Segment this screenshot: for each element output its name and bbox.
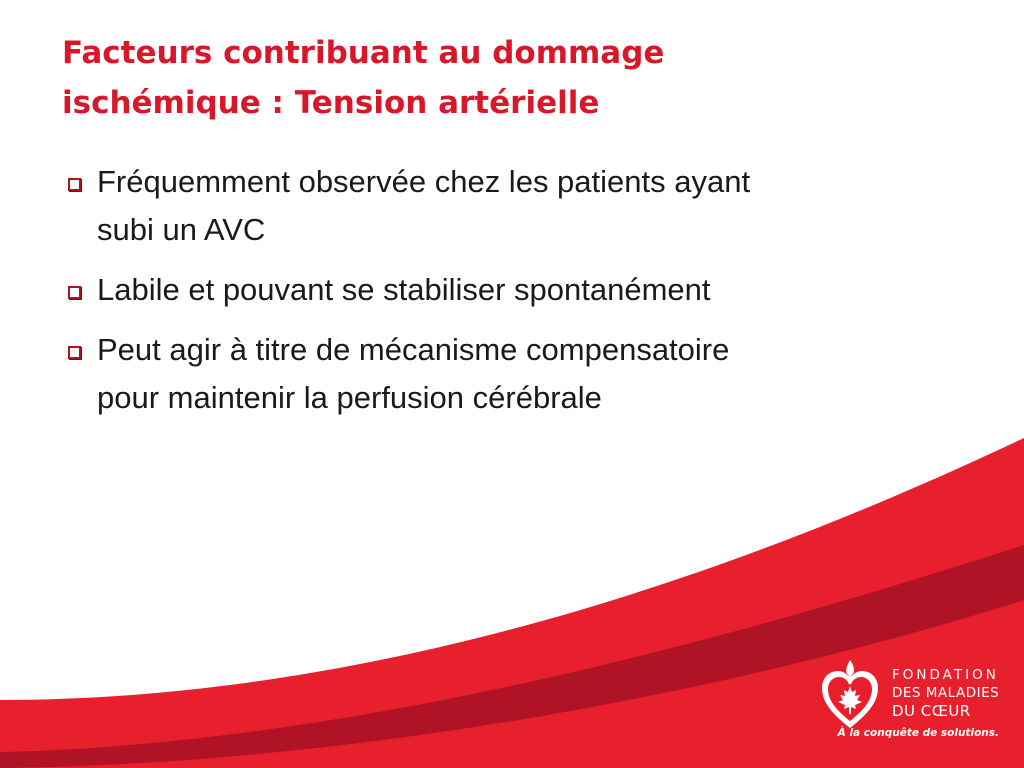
bullet-item <box>62 266 962 314</box>
heart-foundation-logo <box>812 654 1012 754</box>
logo-text-line: FONDATION <box>892 667 999 683</box>
slide-title-line: Facteurs contribuant au dommage <box>62 35 665 71</box>
heart-torch-icon <box>818 658 882 734</box>
bullet-text-line: Peut agir à titre de mécanisme compensatoire <box>97 332 730 367</box>
logo-text-line: DES MALADIES <box>892 685 1000 701</box>
bullet-item <box>62 158 962 254</box>
bullet-text-line: Fréquemment observée chez les patients ayant <box>97 164 751 199</box>
square-bullet-icon <box>68 286 81 299</box>
bullet-text-line: subi un AVC <box>97 212 266 247</box>
square-bullet-icon <box>68 346 81 359</box>
slide-title <box>62 28 942 128</box>
bullet-list <box>62 158 962 434</box>
bullet-text-line: pour maintenir la perfusion cérébrale <box>97 380 602 415</box>
bullet-text-line: Labile et pouvant se stabiliser spontanément <box>97 272 711 307</box>
bullet-item <box>62 326 962 422</box>
logo-text-line: DU CŒUR <box>892 702 971 720</box>
square-bullet-icon <box>68 178 81 191</box>
slide-title-line: ischémique : Tension artérielle <box>62 85 600 121</box>
logo-tagline: À la conquête de solutions. <box>837 727 999 739</box>
